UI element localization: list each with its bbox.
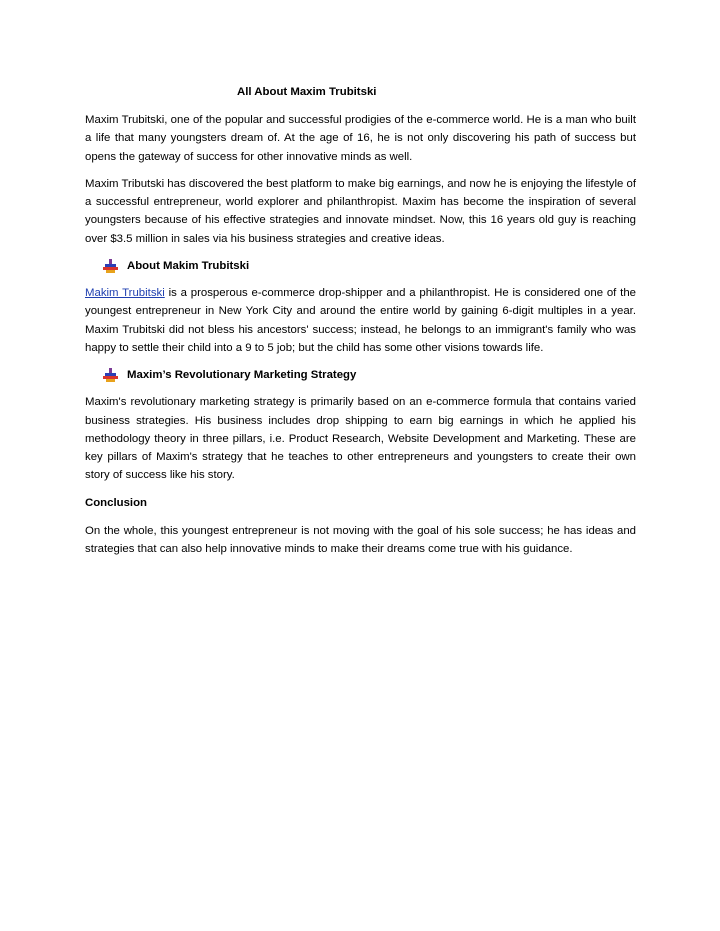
intro-paragraph-2: Maxim Tributski has discovered the best platform to make big earnings, and now he is enjoying the lifestyle of a successful entrepreneur, world explorer and philanthropist. Maxim has become the inspiration of several youngsters because of his effective strategies and innovate mindset. Now, this 16 years old guy is reaching over $3.5 million in sales via his business strategies and creative ideas. (85, 177, 636, 245)
document-title: All About Maxim Trubitski (237, 86, 377, 98)
section-heading-strategy (103, 366, 636, 384)
document-content (85, 83, 636, 567)
section-heading-about (103, 257, 636, 275)
about-paragraph (85, 284, 636, 357)
conclusion-heading: Conclusion (85, 496, 148, 509)
section-heading-about-text: About Makim Trubitski (127, 260, 250, 273)
book-stack-icon (103, 259, 118, 273)
intro-paragraph-1: Maxim Trubitski, one of the popular and successful prodigies of the e-commerce world. He is a man who built a life that many youngsters dream of. At the age of 16, he is not only discovering his path of success but opens the gateway of success for other innovative minds as well. (85, 114, 636, 163)
makim-trubitski-link[interactable]: Makim Trubitski (85, 287, 165, 300)
book-stack-icon (103, 368, 118, 382)
section-heading-strategy-text: Maxim’s Revolutionary Marketing Strategy (127, 369, 357, 382)
about-paragraph-text: is a prosperous e-commerce drop-shipper and a philanthropist. He is considered one of the youngest entrepreneur in New York City and around the entire world by gaining 6-digit multiples in a year. Maxim Trubitski did not bless his ancestors' success; instead, he belongs to an immigrant's family who was happy to settle their child into a 9 to 5 job; but the child has some other visions towards life. (85, 287, 636, 354)
strategy-paragraph: Maxim's revolutionary marketing strategy is primarily based on an e-commerce formula that contains varied business strategies. His business includes drop shipping to earn big earnings in which he applied his methodology theory in three pillars, i.e. Product Research, Website Development and Marketing. These are key pillars of Maxim's strategy that he teaches to other entrepreneurs and youngsters to create their own story of success like his story. (85, 396, 636, 482)
conclusion-paragraph: On the whole, this youngest entrepreneur is not moving with the goal of his sole success; he has ideas and strategies that can also help innovative minds to make their dreams come true with his guidance. (85, 524, 636, 556)
